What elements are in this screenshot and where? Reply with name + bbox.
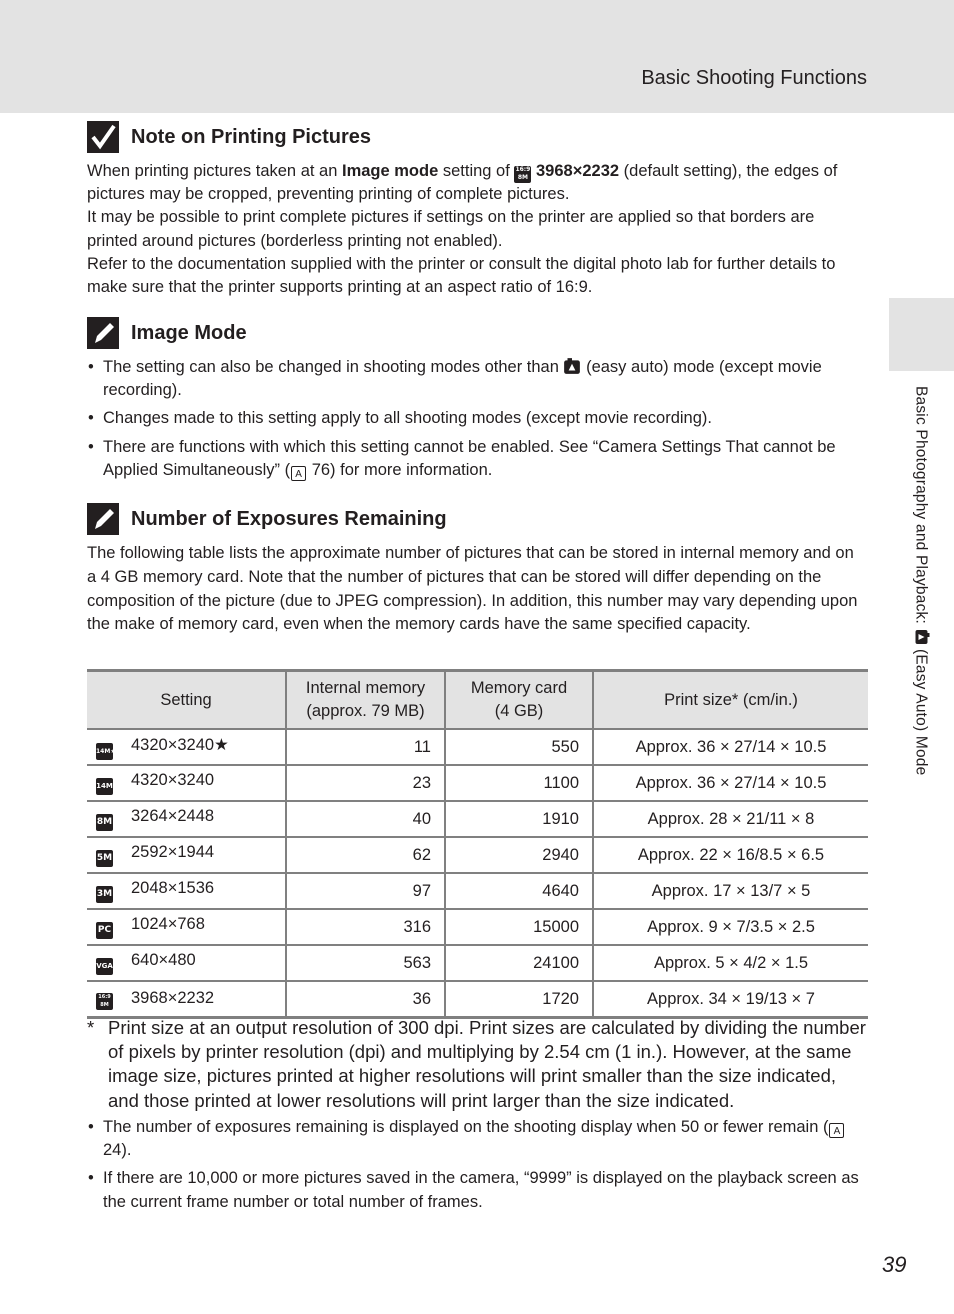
table-footnote (87, 1016, 867, 1113)
list-item (87, 1116, 867, 1162)
setting-value: 640×480 (131, 951, 196, 969)
b1-text-a: The setting can also be changed in shooting modes other than (103, 358, 564, 376)
table-row (87, 837, 868, 873)
table-row (87, 945, 868, 981)
image-mode-list (87, 356, 867, 482)
image-mode-icon: 3M (96, 886, 113, 903)
header-internal-line2: (approx. 79 MB) (306, 702, 425, 720)
internal-cell: 316 (286, 909, 445, 945)
card-cell: 1100 (445, 765, 593, 801)
setting-cell (87, 945, 286, 981)
image-mode-heading (87, 317, 867, 349)
b3-text-b: ) for more information. (330, 460, 493, 479)
n1-ref-page[interactable]: 24 (103, 1141, 122, 1160)
internal-cell: 23 (286, 765, 445, 801)
table-header-row (87, 671, 868, 730)
note-printing-title: Note on Printing Pictures (131, 125, 372, 148)
header-print: Print size* (cm/in.) (593, 671, 868, 730)
image-mode-icon: PC (96, 922, 113, 939)
setting-value: 1024×768 (131, 915, 205, 933)
chapter-tab (889, 298, 954, 371)
header-title: Basic Shooting Functions (641, 67, 867, 89)
internal-cell: 563 (286, 945, 445, 981)
note-printing-p2: It may be possible to print complete pictures if settings on the printer are applied so that borders are printed around pictures (borderless printing not enabled). (87, 208, 815, 250)
image-mode-icon: 14M★ (96, 743, 113, 760)
exposures-section (87, 503, 867, 637)
list-item (87, 436, 867, 482)
card-cell: 15000 (445, 909, 593, 945)
internal-cell: 40 (286, 801, 445, 837)
card-cell: 1720 (445, 981, 593, 1018)
checkmark-note-icon (87, 121, 119, 153)
easy-auto-icon (563, 357, 581, 375)
image-mode-icon: 14M (96, 778, 113, 795)
table-row (87, 981, 868, 1018)
print-cell: Approx. 34 × 19/13 × 7 (593, 981, 868, 1018)
exposures-table (87, 669, 868, 1019)
table-row (87, 729, 868, 765)
note-printing-heading (87, 121, 867, 153)
print-cell: Approx. 28 × 21/11 × 8 (593, 801, 868, 837)
print-cell: Approx. 36 × 27/14 × 10.5 (593, 765, 868, 801)
card-cell: 2940 (445, 837, 593, 873)
print-cell: Approx. 17 × 13/7 × 5 (593, 873, 868, 909)
print-cell: Approx. 22 × 16/8.5 × 6.5 (593, 837, 868, 873)
b1-text-b: (easy auto) mode (except movie recording). (103, 358, 822, 400)
image-size-16-9-icon: 16:9 8M (515, 166, 531, 181)
p1-text-a: When printing pictures taken at an (87, 162, 342, 180)
internal-cell: 62 (286, 837, 445, 873)
p1-text-c: (default setting), the edges of pictures may be cropped, preventing printing of complete pictures. (87, 162, 838, 204)
chapter-label-mode: (Easy Auto) Mode (912, 649, 930, 776)
book-ref-icon: A (291, 466, 306, 481)
n1-text-b: ). (121, 1141, 132, 1160)
note-printing-p3: Refer to the documentation supplied with the printer or consult the digital photo lab for further details to make sure that the printer supports printing at an aspect ratio of 16:9. (87, 254, 836, 297)
easy-auto-icon (915, 629, 931, 645)
n1-text-a: The number of exposures remaining is displayed on the shooting display when 50 or fewer remain ( (103, 1118, 829, 1136)
internal-cell: 11 (286, 729, 445, 765)
image-mode-icon: VGA (96, 958, 113, 975)
note-printing-body (87, 160, 867, 299)
setting-value: 2592×1944 (131, 843, 215, 861)
page-header (0, 0, 954, 113)
chapter-label-text: Basic Photography and Playback: (912, 386, 930, 629)
exposures-title: Number of Exposures Remaining (131, 507, 447, 530)
pencil-note-icon (87, 317, 119, 349)
setting-cell (87, 873, 286, 909)
print-cell: Approx. 36 × 27/14 × 10.5 (593, 729, 868, 765)
table-row (87, 873, 868, 909)
setting-cell (87, 765, 286, 801)
setting-value: 4320×3240★ (131, 735, 229, 754)
setting-cell (87, 981, 286, 1018)
footnote-text: Print size at an output resolution of 300 dpi. Print sizes are calculated by dividing the number of pixels by printer resolution (dpi) and multiplying by 2.54 cm (1 in.). However, at the same image size, pictures printed at higher resolutions will print smaller than the size indicated, and those printed at lower resolutions will print larger than the size indicated. (108, 1017, 866, 1111)
b3-text-a: There are functions with which this setting cannot be enabled. See “Camera Settings That cannot be Applied Simultaneously” ( (103, 437, 836, 479)
header-internal (286, 671, 445, 730)
b3-ref-page[interactable]: 76 (311, 460, 331, 479)
setting-value: 3968×2232 (131, 988, 215, 1007)
list-item: • Changes made to this setting apply to all shooting modes (except movie recording). (87, 407, 867, 430)
card-cell: 24100 (445, 945, 593, 981)
table-row (87, 801, 868, 837)
header-card-line1: Memory card (470, 679, 568, 697)
header-card-line2: (4 GB) (494, 702, 544, 720)
book-ref-icon: A (829, 1123, 844, 1138)
image-mode-icon: 8M (96, 814, 113, 831)
image-mode-icon: 16:9 8M (96, 993, 113, 1010)
exposures-paragraph: The following table lists the approximate number of pictures that can be stored in internal memory and on a 4 GB memory card. Note that the number of pictures that can be stored will differ depending on the composition of the picture (due to JPEG compression). In addition, this number may vary depending upon the make of memory card, even when the memory cards have the same specified capacity. (87, 544, 858, 634)
table-row (87, 909, 868, 945)
image-mode-title: Image Mode (131, 321, 247, 344)
note-printing-section (87, 121, 867, 299)
setting-cell (87, 909, 286, 945)
card-cell: 550 (445, 729, 593, 765)
setting-value: 2048×1536 (131, 879, 215, 897)
p1-text-b: setting of (438, 162, 515, 180)
list-item: • If there are 10,000 or more pictures saved in the camera, “9999” is displayed on the playback screen as the current frame number or total number of frames. (87, 1167, 867, 1213)
chapter-side-label (912, 386, 931, 775)
footnote-marker: * (87, 1017, 95, 1038)
setting-value: 3264×2448 (131, 807, 215, 825)
setting-value: 4320×3240 (131, 771, 215, 789)
print-cell: Approx. 9 × 7/3.5 × 2.5 (593, 909, 868, 945)
list-item (87, 356, 867, 402)
image-mode-term: Image mode (341, 162, 439, 180)
print-cell: Approx. 5 × 4/2 × 1.5 (593, 945, 868, 981)
table-row (87, 765, 868, 801)
header-card (445, 671, 593, 730)
card-cell: 1910 (445, 801, 593, 837)
exposures-heading (87, 503, 867, 535)
header-internal-line1: Internal memory (305, 679, 426, 697)
page-number: 39 (882, 1252, 907, 1277)
setting-cell (87, 837, 286, 873)
setting-cell (87, 801, 286, 837)
note-printing-p1 (87, 160, 867, 206)
image-mode-section (87, 317, 867, 487)
default-size-term: 3968×2232 (536, 162, 620, 180)
card-cell: 4640 (445, 873, 593, 909)
image-mode-icon: 5M (96, 850, 113, 867)
notes-list (87, 1116, 867, 1219)
pencil-note-icon (87, 503, 119, 535)
header-setting: Setting (87, 671, 286, 730)
internal-cell: 36 (286, 981, 445, 1018)
internal-cell: 97 (286, 873, 445, 909)
setting-cell (87, 729, 286, 765)
